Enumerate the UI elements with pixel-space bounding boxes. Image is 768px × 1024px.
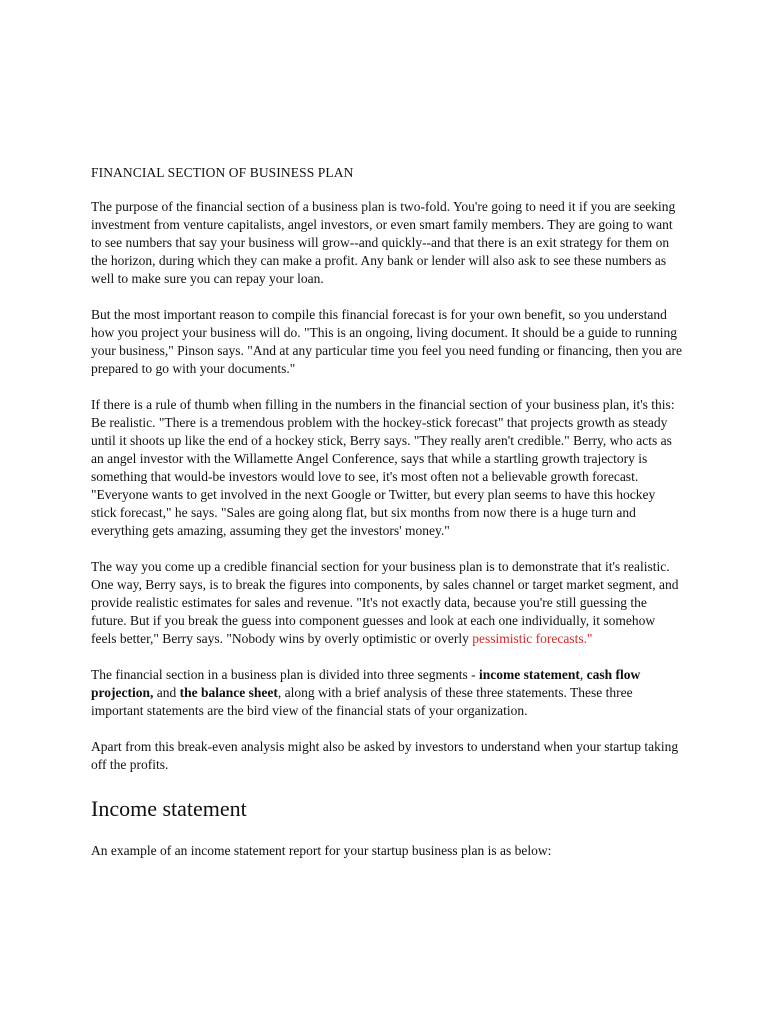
paragraph-break-even: Apart from this break-even analysis might also be asked by investors to understand when your startup taking off the profits. — [91, 739, 679, 772]
paragraph-income-example: An example of an income statement report for your startup business plan is as below: — [91, 843, 552, 858]
paragraph-forecast-benefit: But the most important reason to compile this financial forecast is for your own benefit, so you understand how you project your business will do. "This is an ongoing, living document. It should be a guide to running your business," Pinson says. "And at any particular time you feel you need funding or financing, then you are prepared to go with your documents." — [91, 307, 683, 376]
paragraph-credible-section-text: The way you come up a credible financial section for your business plan is to demonstrate that it's realistic. One way, Berry says, is to break the figures into components, by sales channel or target market segment, and provide realistic estimates for sales and revenue. "It's not exactly data, because you're still guessing the future. But if you break the guess into component guesses and look at each one individually, it somehow feels better," Berry says. "Nobody wins by overly optimistic or overly — [91, 559, 679, 646]
segments-outro-text: , along with a brief analysis of these three statements. These three important statements are the bird view of the financial stats of your organization. — [91, 685, 633, 718]
segments-sep-2: and — [153, 685, 180, 700]
document-page — [91, 164, 683, 878]
segments-intro-text: The financial section in a business plan is divided into three segments - — [91, 667, 480, 682]
income-statement-term: income statement — [479, 667, 580, 682]
paragraph-purpose: The purpose of the financial section of a business plan is two-fold. You're going to need it if you are seeking investment from venture capitalists, angel investors, or even smart family members. They are going to want to see numbers that say your business will grow--and quickly--and that there is an exit strategy for them on the horizon, during which they can make a profit. Any bank or lender will also ask to see these numbers as well to make sure you can repay your loan. — [91, 199, 676, 286]
segments-sep-1: , — [579, 667, 587, 682]
document-title: FINANCIAL SECTION OF BUSINESS PLAN — [91, 165, 354, 180]
paragraph-rule-of-thumb: If there is a rule of thumb when filling in the numbers in the financial section of your business plan, it's this: Be realistic. "There is a tremendous problem with the hockey-stick forecast" that projects growth as steady until it shoots up like the end of a hockey stick, Berry says. "They really aren't credible." Berry, who acts as an angel investor with the Willamette Angel Conference, says that while a startling growth trajectory is something that would-be investors would love to see, it's most often not a believable growth forecast. "Everyone wants to get involved in the next Google or Twitter, but every plan seems to have this hockey stick forecast," he says. "Sales are going along flat, but six months from now there is a huge turn and everything gets amazing, assuming they get the investors' money." — [91, 397, 675, 538]
paragraph-three-segments — [91, 666, 683, 720]
section-heading-income-statement: Income statement — [91, 796, 247, 821]
paragraph-credible-section — [91, 558, 683, 648]
pessimistic-forecasts-link[interactable]: pessimistic forecasts." — [472, 631, 593, 646]
cash-flow-term: cash flow projection, — [91, 667, 641, 700]
balance-sheet-term: the balance sheet — [179, 685, 278, 700]
